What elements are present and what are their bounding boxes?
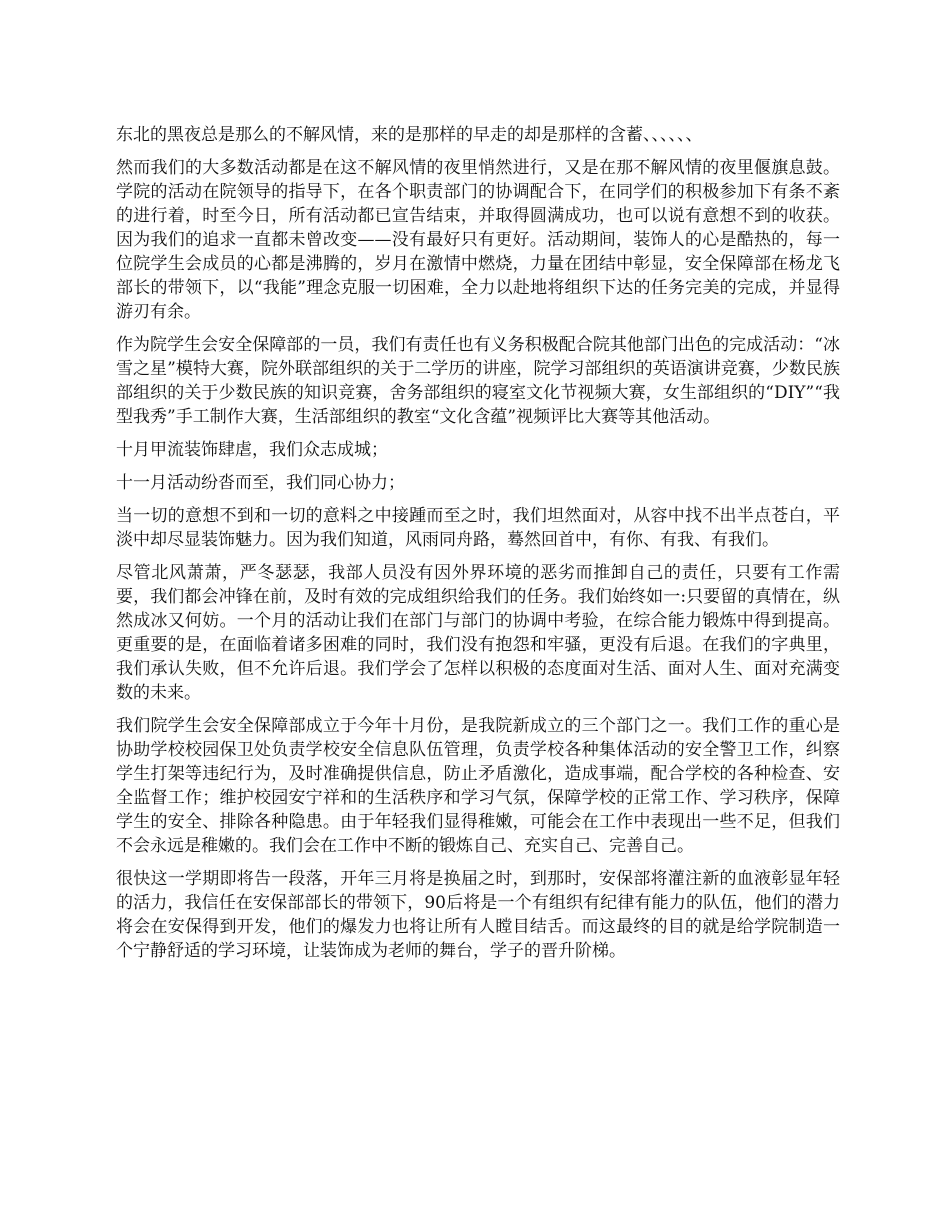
paragraph-8: 我们院学生会安全保障部成立于今年十月份，是我院新成立的三个部门之一。我们工作的重心是协助学校校园保卫处负责学校安全信息队伍管理，负责学校各种集体活动的安全警卫工作，纠察学生打架等违纪行为，及时准确提供信息，防止矛盾激化，造成事端，配合学校的各种检查、安全监督工作；维护校园安宁祥和的生活秩序和学习气氛，保障学校的正常工作、学习秩序，保障学生的安全、排除各种隐患。由于年轻我们显得稚嫩，可能会在工作中表现出一些不足，但我们不会永远是稚嫩的。我们会在工作中不断的锻炼自己、充实自己、完善自己。 — [116, 716, 840, 856]
document-body — [116, 123, 840, 972]
paragraph-5: 十一月活动纷沓而至，我们同心协力； — [116, 473, 405, 493]
paragraph-3: 作为院学生会安全保障部的一员，我们有责任也有义务积极配合院其他部门出色的完成活动：“冰雪之星”模特大赛，院外联部组织的关于二学历的讲座，院学习部组织的英语演讲竞赛，少数民族部组织的关于少数民族的知识竞赛，舍务部组织的寝室文化节视频大赛，女生部组织的“DIY”“我型我秀”手工制作大赛，生活部组织的教室“文化含蕴”视频评比大赛等其他活动。 — [116, 335, 840, 427]
paragraph-1: 东北的黑夜总是那么的不解风情，来的是那样的早走的却是那样的含蓄、、、、、、 — [116, 125, 703, 145]
paragraph-2: 然而我们的大多数活动都是在这不解风情的夜里悄然进行，又是在那不解风情的夜里偃旗息鼓。学院的活动在院领导的指导下，在各个职责部门的协调配合下，在同学们的积极参加下有条不紊的进行着，时至今日，所有活动都已宣告结束，并取得圆满成功，也可以说有意想不到的收获。因为我们的追求一直都未曾改变——没有最好只有更好。活动期间，装饰人的心是酷热的，每一位院学生会成员的心都是沸腾的，岁月在激情中燃烧，力量在团结中彰显，安全保障部在杨龙飞部长的带领下，以“我能”理念克服一切困难，全力以赴地将组织下达的任务完美的完成，并显得游刃有余。 — [116, 158, 840, 322]
paragraph-7: 尽管北风萧萧，严冬瑟瑟，我部人员没有因外界环境的恶劣而推卸自己的责任，只要有工作需要，我们都会冲锋在前，及时有效的完成组织给我们的任务。我们始终如一:只要留的真情在，纵然成冰又何妨。一个月的活动让我们在部门与部门的协调中考验，在综合能力锻炼中得到提高。更重要的是，在面临着诸多困难的同时，我们没有抱怨和牢骚，更没有后退。在我们的字典里，我们承认失败，但不允许后退。我们学会了怎样以积极的态度面对生活、面对人生、面对充满变数的未来。 — [116, 563, 840, 703]
paragraph-9: 很快这一学期即将告一段落，开年三月将是换届之时，到那时，安保部将灌注新的血液彰显年轻的活力，我信任在安保部部长的带领下，90后将是一个有组织有纪律有能力的队伍，他们的潜力将会在安保得到开发，他们的爆发力也将让所有人瞠目结舌。而这最终的目的就是给学院制造一个宁静舒适的学习环境，让装饰成为老师的舞台，学子的晋升阶梯。 — [116, 869, 840, 961]
paragraph-6: 当一切的意想不到和一切的意料之中接踵而至之时，我们坦然面对，从容中找不出半点苍白，平淡中却尽显装饰魅力。因为我们知道，风雨同舟路，蓦然回首中，有你、有我、有我们。 — [116, 506, 840, 550]
paragraph-4: 十月甲流装饰肆虐，我们众志成城； — [116, 440, 388, 460]
